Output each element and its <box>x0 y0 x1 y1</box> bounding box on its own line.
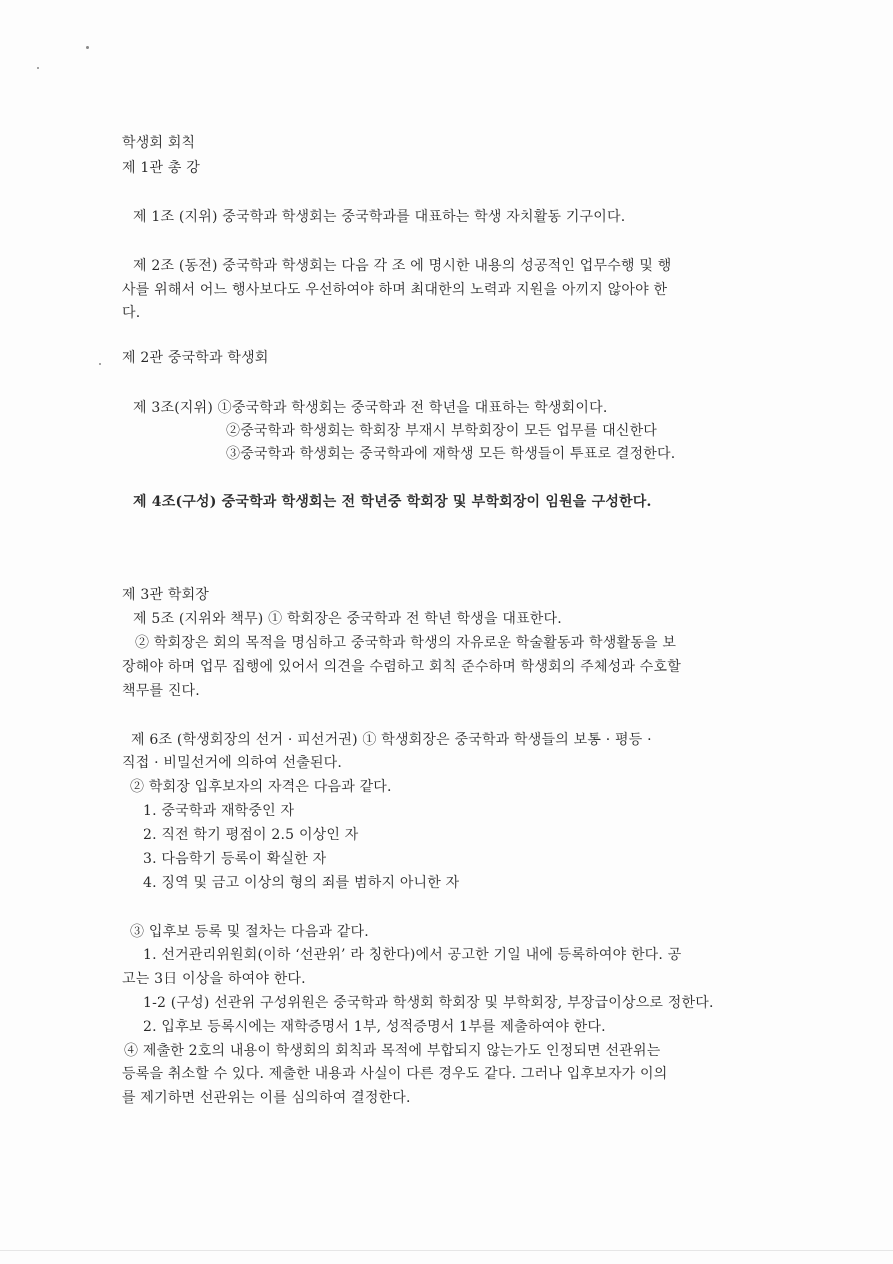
article-6-clause-3: ③ 입후보 등록 및 절차는 다음과 같다. <box>130 924 369 940</box>
document-title: 학생회 회칙 <box>122 135 196 151</box>
list-item-continuation: 고는 3日 이상을 하여야 한다. <box>122 971 306 987</box>
list-item: 1. 중국학과 재학중인 자 <box>143 803 295 819</box>
list-item: 4. 징역 및 금고 이상의 형의 죄를 범하지 아니한 자 <box>143 875 460 891</box>
article-5-line-3: 장해야 하며 업무 집행에 있어서 의견을 수렴하고 회칙 준수하며 학생회의 주체성과 수호할 <box>122 659 681 675</box>
article-5-line-2: ② 학회장은 회의 목적을 명심하고 중국학과 학생의 자유로운 학술활동과 학생활동을 보 <box>135 635 677 651</box>
article-6-clause-4-line-3: 를 제기하면 선관위는 이를 심의하여 결정한다. <box>122 1090 411 1106</box>
page-bottom-edge <box>0 1250 893 1251</box>
article-6-clause-4-line-1: ④ 제출한 2호의 내용이 학생회의 회칙과 목적에 부합되지 않는가도 인정되면 선관위는 <box>124 1043 661 1059</box>
article-2-line-3: 다. <box>122 305 141 321</box>
article-5-line-1: 제 5조 (지위와 책무) ① 학회장은 중국학과 전 학년 학생을 대표한다. <box>133 611 562 627</box>
chapter-1-heading: 제 1관 총 강 <box>122 160 200 176</box>
article-3-line-3: ③중국학과 학생회는 중국학과에 재학생 모든 학생들이 투표로 결정한다. <box>226 446 676 462</box>
chapter-2-heading: 제 2관 중국학과 학생회 <box>122 350 269 366</box>
article-4: 제 4조(구성) 중국학과 학생회는 전 학년중 학회장 및 부학회장이 임원을 구성한다. <box>133 494 652 510</box>
article-3-line-2: ②중국학과 학생회는 학회장 부재시 부학회장이 모든 업무를 대신한다 <box>226 423 658 439</box>
article-5-line-4: 책무를 진다. <box>122 683 200 699</box>
article-6-line-2: 직접 · 비밀선거에 의하여 선출된다. <box>122 755 343 771</box>
scan-speck <box>99 363 101 365</box>
scan-speck <box>86 46 89 49</box>
article-6-line-1: 제 6조 (학생회장의 선거 · 피선거권) ① 학생회장은 중국학과 학생들의 보통 · 평등 · <box>131 732 652 748</box>
article-6-clause-4-line-2: 등록을 취소할 수 있다. 제출한 내용과 사실이 다른 경우도 같다. 그러나 입후보자가 이의 <box>122 1066 668 1082</box>
list-item: 2. 입후보 등록시에는 재학증명서 1부, 성적증명서 1부를 제출하여야 한다. <box>143 1019 606 1035</box>
list-item: 1-2 (구성) 선관위 구성위원은 중국학과 학생회 학회장 및 부학회장, 부장급이상으로 정한다. <box>143 995 714 1011</box>
article-1: 제 1조 (지위) 중국학과 학생회는 중국학과를 대표하는 학생 자치활동 기구이다. <box>133 209 626 225</box>
article-2-line-1: 제 2조 (동전) 중국학과 학생회는 다음 각 조 에 명시한 내용의 성공적인 업무수행 및 행 <box>133 258 672 274</box>
list-item: 1. 선거관리위원회(이하 ‘선관위’ 라 칭한다)에서 공고한 기일 내에 등록하여야 한다. 공 <box>143 947 682 963</box>
list-item: 2. 직전 학기 평점이 2.5 이상인 자 <box>143 827 359 843</box>
chapter-3-heading: 제 3관 학회장 <box>122 587 210 603</box>
article-6-clause-2: ② 학회장 입후보자의 자격은 다음과 같다. <box>130 779 392 795</box>
scan-speck <box>37 67 39 69</box>
article-2-line-2: 사를 위해서 어느 행사보다도 우선하여야 하며 최대한의 노력과 지원을 아끼지 않아야 한 <box>122 282 668 298</box>
list-item: 3. 다음학기 등록이 확실한 자 <box>143 851 327 867</box>
article-3-line-1: 제 3조(지위) ①중국학과 학생회는 중국학과 전 학년을 대표하는 학생회이다. <box>133 400 608 416</box>
